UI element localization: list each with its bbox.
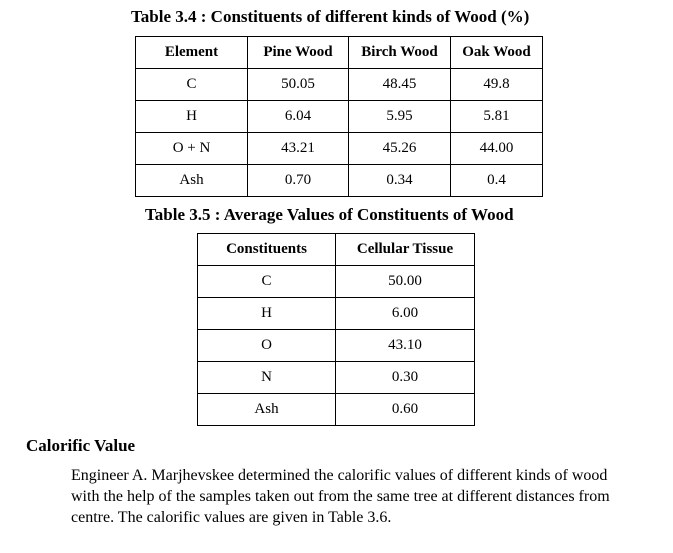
table-cell: N <box>198 362 336 394</box>
table-cell: 0.4 <box>451 165 543 197</box>
header-element: Element <box>136 37 248 69</box>
table-3-5-caption: Table 3.5 : Average Values of Constituents of Wood <box>145 205 514 224</box>
table-cell: 6.00 <box>336 298 475 330</box>
section-heading: Calorific Value <box>26 436 136 455</box>
body-paragraph: Engineer A. Marjhevskee determined the calorific values of different kinds of wood with the help of the samples taken out from the same tree at different distances from centre. The calorific values are given in Table 3.6. <box>71 467 610 526</box>
table-cell: Ash <box>136 165 248 197</box>
average-constituents-table <box>197 233 475 426</box>
table-row <box>136 69 543 101</box>
header-birch-wood: Birch Wood <box>349 37 451 69</box>
table-cell: 43.10 <box>336 330 475 362</box>
header-pine-wood: Pine Wood <box>248 37 349 69</box>
table-cell: C <box>198 266 336 298</box>
table-row <box>136 101 543 133</box>
table-cell: O + N <box>136 133 248 165</box>
table-cell: 48.45 <box>349 69 451 101</box>
table-cell: Ash <box>198 394 336 426</box>
table-cell: 5.95 <box>349 101 451 133</box>
table-cell: 0.30 <box>336 362 475 394</box>
table-cell: 43.21 <box>248 133 349 165</box>
table-row <box>198 394 475 426</box>
table-cell: 0.60 <box>336 394 475 426</box>
table-row <box>198 266 475 298</box>
table-row <box>136 133 543 165</box>
table-cell: 50.00 <box>336 266 475 298</box>
table-cell: H <box>136 101 248 133</box>
table-cell: 5.81 <box>451 101 543 133</box>
header-cellular-tissue: Cellular Tissue <box>336 234 475 266</box>
table-cell: C <box>136 69 248 101</box>
wood-constituents-table <box>135 36 543 197</box>
table-cell: 0.34 <box>349 165 451 197</box>
table-header-row <box>136 37 543 69</box>
table-cell: 44.00 <box>451 133 543 165</box>
table-header-row <box>198 234 475 266</box>
table-cell: 45.26 <box>349 133 451 165</box>
table-cell: 6.04 <box>248 101 349 133</box>
table-cell: O <box>198 330 336 362</box>
table-row <box>136 165 543 197</box>
header-oak-wood: Oak Wood <box>451 37 543 69</box>
table-cell: 49.8 <box>451 69 543 101</box>
table-row <box>198 330 475 362</box>
table-cell: 0.70 <box>248 165 349 197</box>
table-row <box>198 362 475 394</box>
table-cell: H <box>198 298 336 330</box>
table-cell: 50.05 <box>248 69 349 101</box>
table-row <box>198 298 475 330</box>
table-3-4-caption: Table 3.4 : Constituents of different kinds of Wood (%) <box>131 7 530 26</box>
header-constituents: Constituents <box>198 234 336 266</box>
